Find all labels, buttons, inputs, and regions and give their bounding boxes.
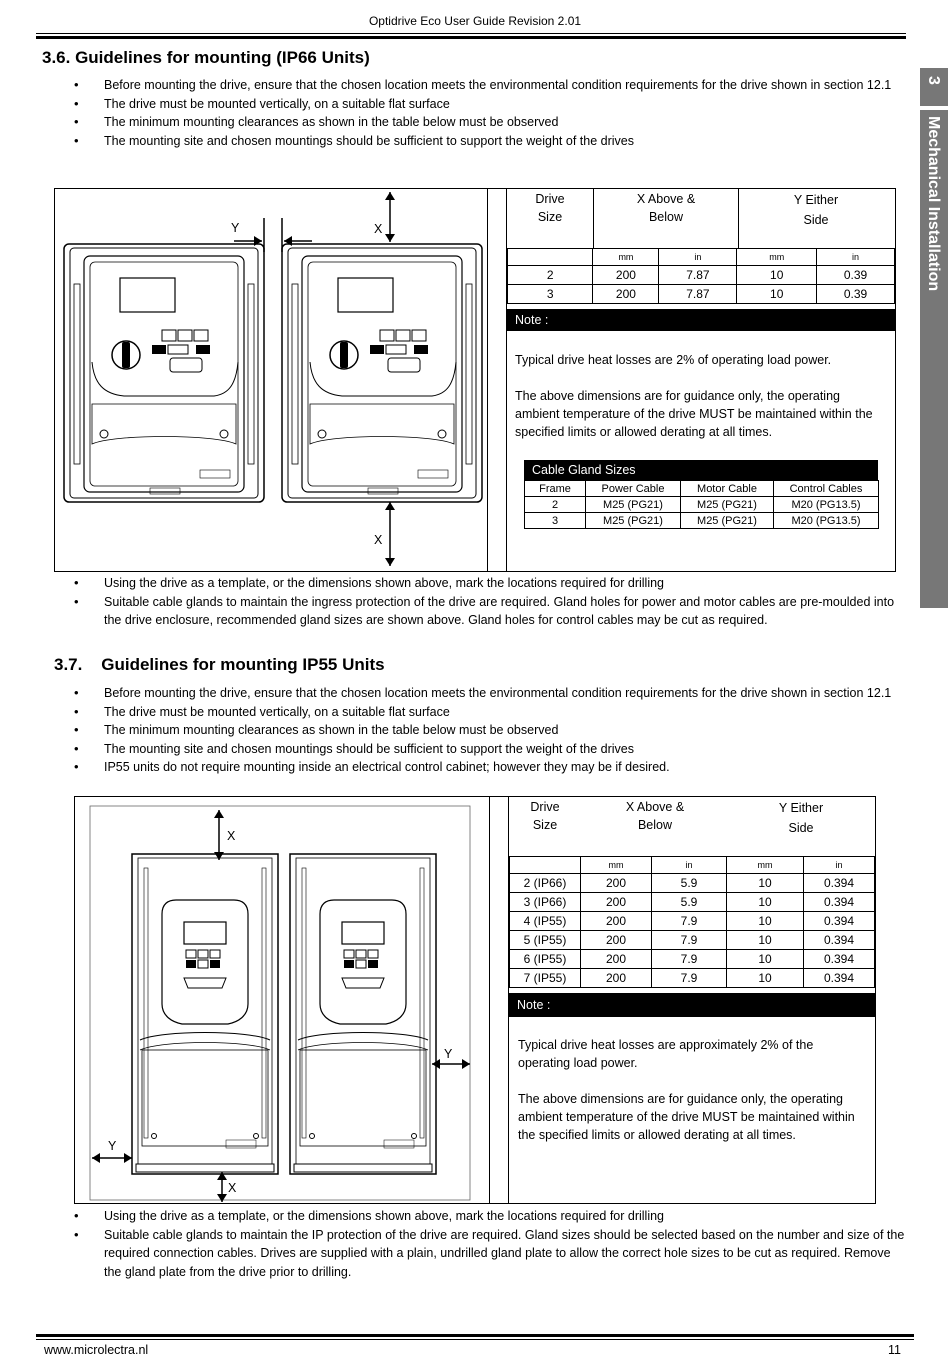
bullet: • The drive must be mounted vertically, on a suitable flat surface	[56, 95, 902, 114]
table-cell: 10	[737, 266, 817, 285]
ip55-note-p2: The above dimensions are for guidance only, the operating ambient temperature of the drive MUST be maintained within the specified limits or allowed derating at all times.	[518, 1092, 855, 1142]
table-cell: 10	[727, 950, 804, 969]
table-cell: 0.394	[804, 950, 875, 969]
section-3-7-bullets	[56, 684, 902, 777]
gland-header: Motor Cable	[681, 481, 774, 497]
table-cell: 7.9	[652, 969, 727, 988]
section-3-6-bullets-after	[56, 574, 906, 630]
gland-cell: M20 (PG13.5)	[774, 497, 879, 513]
table-cell: 7.9	[652, 912, 727, 931]
table-cell: 7.87	[659, 266, 737, 285]
bullet: • Suitable cable glands to maintain the ingress protection of the drive are required. Gland holes for power and motor cables are pre-moulded into the drive enclosure, recommended gland sizes are shown above. Gland holes for control cables may be cut as required.	[56, 593, 906, 630]
table-cell: 4 (IP55)	[510, 912, 581, 931]
unit-cell: in	[817, 249, 895, 266]
chapter-number-tab	[920, 68, 948, 106]
ip66-y-label: Y	[231, 221, 240, 235]
bullet: • The mounting site and chosen mountings should be sufficient to support the weight of the drives	[56, 740, 902, 759]
unit-cell	[508, 249, 593, 266]
ip55-mounting-diagram	[76, 798, 488, 1202]
header-rule-thick	[36, 36, 906, 39]
table-cell: 200	[581, 950, 652, 969]
ip55-y-right-label: Y	[444, 1047, 453, 1061]
section-3-7-heading: 3.7. Guidelines for mounting IP55 Units	[54, 655, 385, 674]
bullet: • Suitable cable glands to maintain the IP protection of the drive are required. Gland sizes should be selected based on the number and size of the required connection cables. Drives are supplied with a plain, undrilled gland plate to allow the correct hole sizes to be cut as required. Remove the gland plate from the drive prior to drilling.	[56, 1226, 906, 1282]
gland-cell: M25 (PG21)	[586, 497, 681, 513]
table-cell: 10	[727, 893, 804, 912]
table-cell: 0.394	[804, 969, 875, 988]
ip55-clearance-table	[509, 856, 875, 988]
col-header-x: X Above & Below	[625, 800, 685, 832]
document-header: Optidrive Eco User Guide Revision 2.01	[368, 14, 582, 28]
table-cell: 200	[581, 874, 652, 893]
table-cell: 7.9	[652, 950, 727, 969]
col-header-x: X Above & Below	[636, 192, 696, 224]
table-cell: 7 (IP55)	[510, 969, 581, 988]
ip66-col-y	[738, 190, 894, 230]
unit-cell: in	[804, 857, 875, 874]
gland-table-title: Cable Gland Sizes	[524, 460, 878, 480]
section-3-7-bullets-after	[56, 1207, 906, 1281]
gland-header: Power Cable	[586, 481, 681, 497]
unit-cell: mm	[593, 249, 659, 266]
table-cell: 10	[727, 912, 804, 931]
footer-rule-thin	[36, 1339, 914, 1340]
unit-cell	[510, 857, 581, 874]
table-cell: 10	[727, 969, 804, 988]
bullet: • Before mounting the drive, ensure that the chosen location meets the environmental condition requirements for the drive shown in section 12.1	[56, 684, 902, 703]
page-number: 11	[888, 1343, 901, 1357]
table-cell: 10	[727, 931, 804, 950]
gland-cell: M20 (PG13.5)	[774, 513, 879, 529]
unit-cell: mm	[727, 857, 804, 874]
ip66-col-x	[594, 190, 738, 226]
table-cell: 200	[581, 931, 652, 950]
ip55-note-bar: Note :	[509, 993, 875, 1017]
ip55-x-top-label: X	[227, 829, 236, 843]
ip66-note-p1: Typical drive heat losses are 2% of operating load power.	[515, 353, 832, 367]
unit-cell: mm	[737, 249, 817, 266]
table-cell: 200	[581, 912, 652, 931]
bullet: • The drive must be mounted vertically, on a suitable flat surface	[56, 703, 902, 722]
unit-cell: mm	[581, 857, 652, 874]
ip55-col-y	[728, 798, 874, 838]
ip66-x-bottom-label: X	[374, 533, 383, 547]
chapter-label-tab	[920, 110, 948, 608]
gland-cell: M25 (PG21)	[586, 513, 681, 529]
ip66-divider-2	[506, 188, 507, 572]
unit-cell: in	[652, 857, 727, 874]
gland-header: Control Cables	[774, 481, 879, 497]
table-cell: 0.394	[804, 931, 875, 950]
table-cell: 0.394	[804, 874, 875, 893]
col-header-drive: Drive Size	[530, 800, 560, 832]
table-cell: 200	[593, 266, 659, 285]
table-cell: 5.9	[652, 874, 727, 893]
bullet: • IP55 units do not require mounting inside an electrical control cabinet; however they may be if desired.	[56, 758, 902, 777]
table-cell: 200	[581, 969, 652, 988]
gland-cell: M25 (PG21)	[681, 497, 774, 513]
table-cell: 200	[581, 893, 652, 912]
table-cell: 6 (IP55)	[510, 950, 581, 969]
chapter-label: Mechanical Installation	[925, 116, 942, 292]
table-cell: 0.39	[817, 285, 895, 304]
ip55-col-x	[582, 798, 728, 834]
ip66-note-p2: The above dimensions are for guidance only, the operating ambient temperature of the drive MUST be maintained within the specified limits or allowed derating at all times.	[515, 389, 873, 439]
unit-cell: in	[659, 249, 737, 266]
ip55-y-left-label: Y	[108, 1139, 117, 1153]
footer-rule-thick	[36, 1334, 914, 1337]
table-cell: 10	[737, 285, 817, 304]
ip55-note-p1: Typical drive heat losses are approximately 2% of the operating load power.	[518, 1038, 814, 1070]
ip66-col-drive-size	[508, 190, 592, 226]
ip66-x-top-label: X	[374, 222, 383, 236]
ip66-clearance-table	[507, 248, 895, 304]
gland-cell: 3	[525, 513, 586, 529]
table-cell: 10	[727, 874, 804, 893]
table-cell: 2	[508, 266, 593, 285]
bullet: • The minimum mounting clearances as shown in the table below must be observed	[56, 113, 902, 132]
table-cell: 7.87	[659, 285, 737, 304]
table-cell: 2 (IP66)	[510, 874, 581, 893]
table-cell: 3 (IP66)	[510, 893, 581, 912]
table-cell: 5 (IP55)	[510, 931, 581, 950]
section-3-6-heading: 3.6. Guidelines for mounting (IP66 Units)	[42, 48, 370, 67]
gland-header: Frame	[525, 481, 586, 497]
col-header-y: Y Either Side	[778, 801, 824, 835]
table-cell: 0.394	[804, 893, 875, 912]
header-rule-thin	[36, 33, 906, 34]
table-cell: 3	[508, 285, 593, 304]
ip66-divider-1	[487, 188, 488, 572]
chapter-number: 3	[925, 76, 942, 85]
section-3-6-bullets	[56, 76, 902, 150]
table-cell: 0.39	[817, 266, 895, 285]
table-cell: 7.9	[652, 931, 727, 950]
bullet: • The minimum mounting clearances as shown in the table below must be observed	[56, 721, 902, 740]
gland-sizes-table	[524, 480, 879, 529]
gland-cell: M25 (PG21)	[681, 513, 774, 529]
ip55-col-drive-size	[510, 798, 580, 834]
col-header-drive: Drive Size	[535, 192, 565, 224]
bullet: • Before mounting the drive, ensure that the chosen location meets the environmental condition requirements for the drive shown in section 12.1	[56, 76, 902, 95]
table-cell: 200	[593, 285, 659, 304]
bullet: • The mounting site and chosen mountings should be sufficient to support the weight of the drives	[56, 132, 902, 151]
ip66-mounting-diagram	[56, 190, 486, 570]
bullet: • Using the drive as a template, or the dimensions shown above, mark the locations required for drilling	[56, 1207, 906, 1226]
footer-url: www.microlectra.nl	[44, 1343, 149, 1357]
ip55-divider-1	[489, 796, 490, 1204]
ip66-hdr-line	[738, 188, 739, 248]
col-header-y: Y Either Side	[793, 193, 839, 227]
ip55-x-bottom-label: X	[228, 1181, 237, 1195]
ip66-note-bar: Note :	[507, 309, 895, 331]
ip66-hdr-line	[593, 188, 594, 248]
bullet: • Using the drive as a template, or the dimensions shown above, mark the locations required for drilling	[56, 574, 906, 593]
table-cell: 0.394	[804, 912, 875, 931]
table-cell: 5.9	[652, 893, 727, 912]
gland-cell: 2	[525, 497, 586, 513]
